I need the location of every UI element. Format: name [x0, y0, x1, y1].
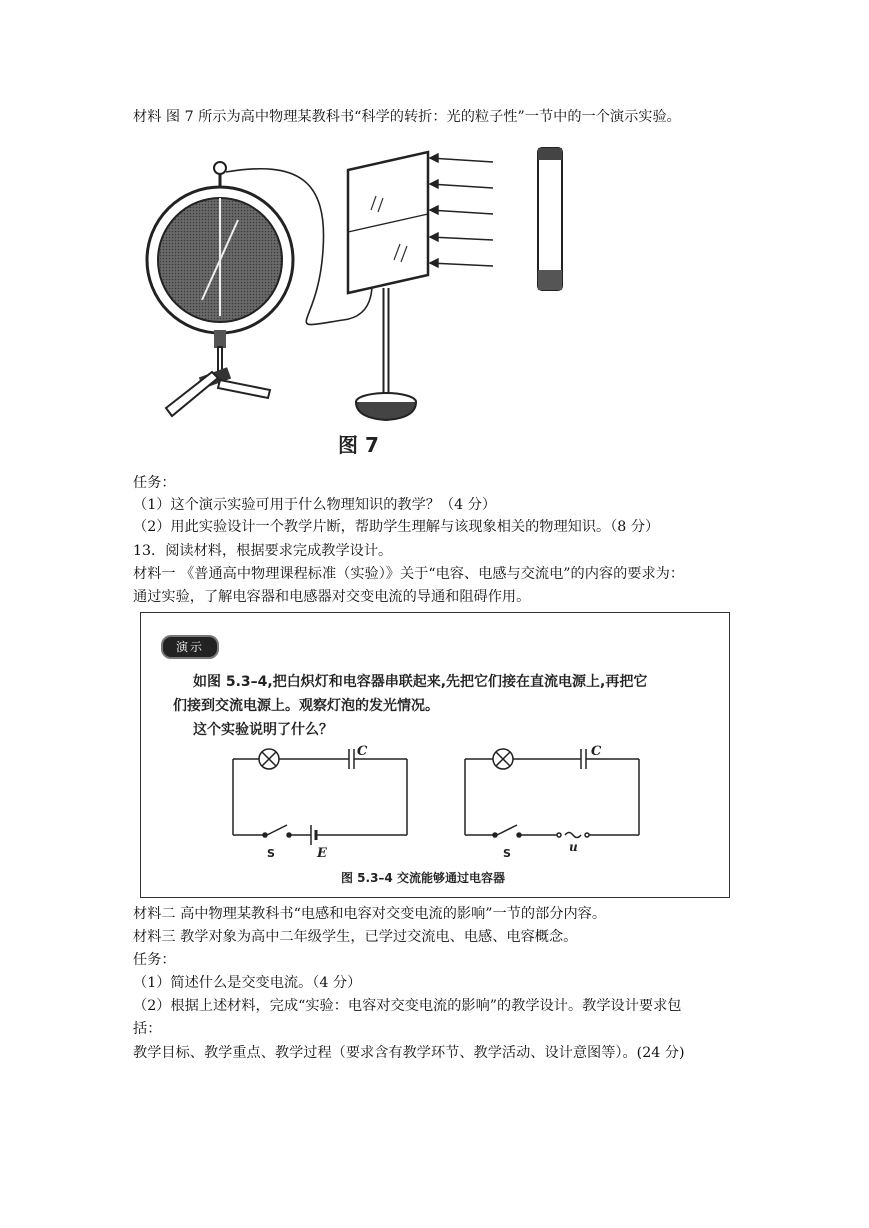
demo-text-line-3: 这个实验说明了什么？ — [193, 722, 333, 738]
demo-text-line-2: 们接到交流电源上。观察灯泡的发光情况。 — [173, 698, 439, 714]
task2-question-2-detail: 教学目标、教学重点、教学过程（要求含有教学环节、教学活动、设计意图等）。(24 分) — [133, 1045, 685, 1061]
label-u: u — [569, 840, 578, 854]
ac-circuit — [465, 749, 639, 838]
task2-question-2-cont: 括： — [133, 1021, 162, 1037]
zinc-plate-icon — [348, 152, 428, 420]
task2-question-2: （2）根据上述材料，完成“实验：电容对交变电流的影响”的教学设计。教学设计要求包 — [133, 998, 682, 1014]
material-2: 材料二 高中物理某教科书“电感和电容对交变电流的影响”一节的部分内容。 — [133, 906, 607, 922]
textbook-demo-box — [140, 612, 730, 898]
electroscope-icon — [147, 162, 293, 416]
material1-line-1: 材料一 《普通高中物理课程标准（实验）》关于“电容、电感与交流电”的内容的要求为： — [133, 566, 685, 582]
light-rays — [430, 154, 493, 267]
demo-text-line-1: 如图 5.3–4,把白炽灯和电容器串联起来,先把它们接在直流电源上,再把它 — [193, 674, 648, 690]
circuit-diagrams — [141, 733, 731, 873]
material-3: 材料三 教学对象为高中二年级学生，已学过交流电、电感、电容概念。 — [133, 929, 578, 945]
figure-7-illustration — [138, 140, 578, 465]
label-s-right: S — [503, 847, 511, 860]
task2-question-1: （1）简述什么是交变电流。（4 分） — [133, 975, 362, 991]
material-intro: 材料 图 7 所示为高中物理某教科书“科学的转折：光的粒子性”一节中的一个演示实验。 — [133, 109, 681, 125]
label-c-left: C — [357, 744, 368, 759]
label-s-left: S — [267, 847, 275, 860]
dc-circuit — [233, 749, 407, 845]
material1-line-2: 通过实验，了解电容器和电感器对交变电流的导通和阻碍作用。 — [133, 589, 531, 605]
demo-badge: 演示 — [161, 635, 219, 659]
task1-question-2: （2）用此实验设计一个教学片断，帮助学生理解与该现象相关的物理知识。（8 分） — [133, 519, 660, 535]
uv-lamp-icon — [538, 148, 562, 290]
label-c-right: C — [591, 744, 602, 759]
figure-5-3-4-caption: 图 5.3–4 交流能够通过电容器 — [341, 871, 505, 885]
task-label-1: 任务： — [133, 475, 176, 491]
task-label-2: 任务： — [133, 952, 176, 968]
figure-7-label: 图 7 — [338, 433, 379, 457]
task1-question-1: （1）这个演示实验可用于什么物理知识的教学？（4 分） — [133, 497, 497, 513]
question-13: 13．阅读材料，根据要求完成教学设计。 — [133, 543, 393, 559]
label-e: E — [317, 846, 327, 861]
